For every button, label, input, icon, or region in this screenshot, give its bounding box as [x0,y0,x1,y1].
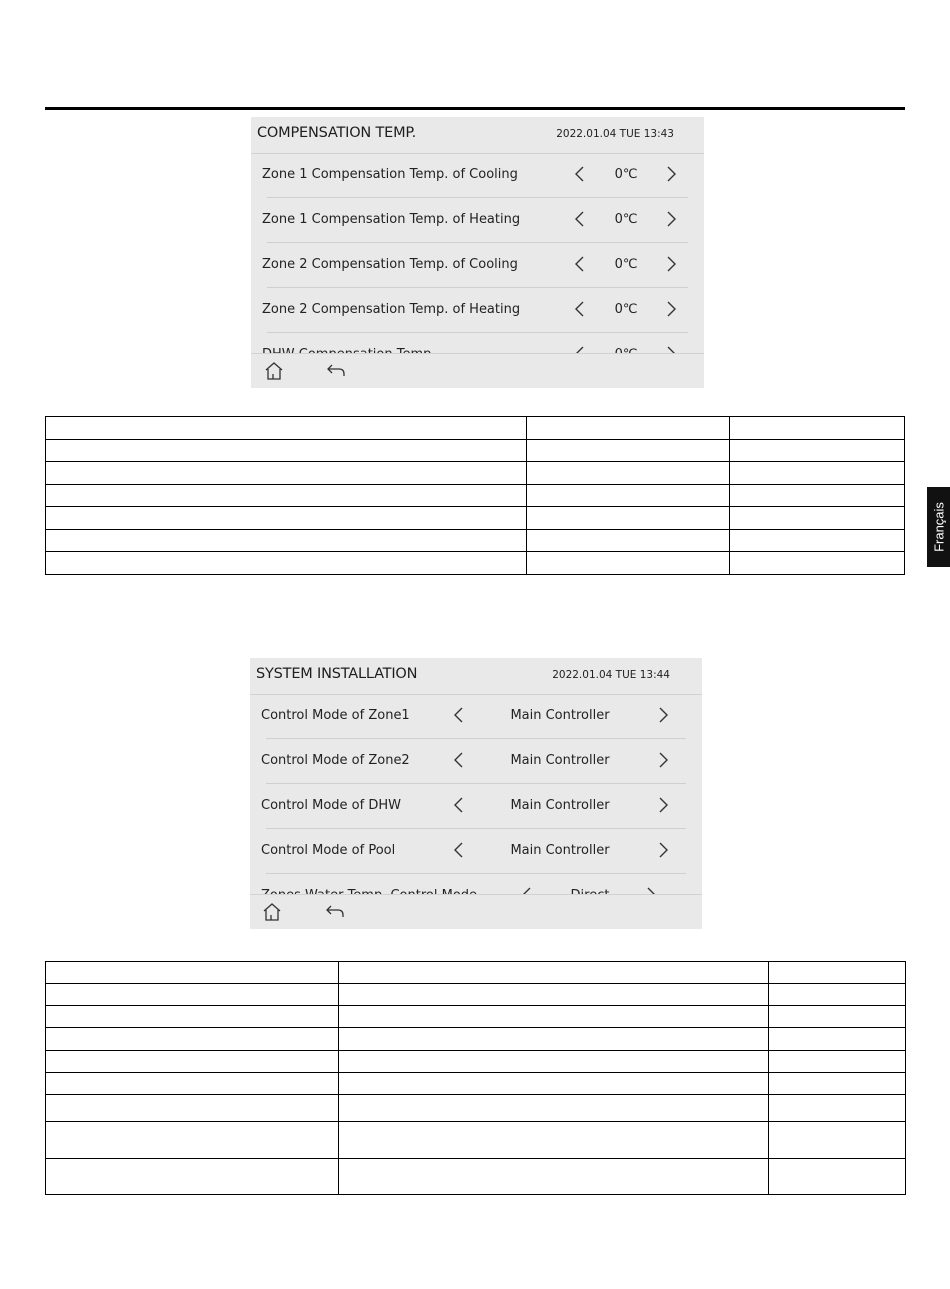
chevron-left-icon[interactable] [573,210,587,228]
home-icon[interactable] [263,361,285,381]
system-installation-screen [250,658,702,929]
setting-label: Control Mode of DHW [261,798,401,813]
screen-footer [251,353,704,388]
datetime: 2022.01.04 TUE 13:44 [552,669,670,681]
table-row [46,529,905,552]
chevron-right-icon[interactable] [656,796,670,814]
table-row [46,1095,906,1122]
chevron-left-icon[interactable] [573,165,587,183]
setting-value: 0℃ [614,167,638,182]
chevron-right-icon[interactable] [664,300,678,318]
setting-label: Zone 1 Compensation Temp. of Heating [262,212,521,227]
setting-value: Main Controller [510,708,610,723]
setting-label: Zone 1 Compensation Temp. of Cooling [262,167,518,182]
chevron-right-icon[interactable] [664,255,678,273]
home-icon[interactable] [261,902,283,922]
setting-row [250,739,702,784]
table-row [46,962,906,984]
top-rule [45,107,905,110]
setting-value: Main Controller [510,798,610,813]
table-row [46,1051,906,1073]
setting-label: Control Mode of Zone1 [261,708,410,723]
chevron-left-icon[interactable] [573,300,587,318]
back-arrow-icon[interactable] [325,361,347,381]
setting-label: Control Mode of Zone2 [261,753,410,768]
chevron-left-icon[interactable] [452,796,466,814]
screen-header [250,658,702,695]
setting-label: Zone 2 Compensation Temp. of Cooling [262,257,518,272]
screen-footer [250,894,702,929]
table-row [46,507,905,530]
chevron-left-icon[interactable] [573,255,587,273]
setting-row [250,829,702,874]
data-table-1 [45,416,905,575]
setting-row [251,243,704,288]
chevron-right-icon[interactable] [664,210,678,228]
table-row [46,1073,906,1095]
setting-value: 0℃ [614,212,638,227]
chevron-right-icon[interactable] [656,751,670,769]
setting-row [250,784,702,829]
settings-list [251,153,704,354]
setting-row [251,198,704,243]
data-table-2 [45,961,906,1195]
table-row [46,417,905,440]
chevron-right-icon[interactable] [656,706,670,724]
settings-list [250,694,702,895]
datetime: 2022.01.04 TUE 13:43 [556,128,674,140]
chevron-left-icon[interactable] [452,751,466,769]
language-tab [927,487,950,567]
setting-value: Main Controller [510,753,610,768]
chevron-right-icon[interactable] [664,165,678,183]
setting-label: Zone 2 Compensation Temp. of Heating [262,302,521,317]
language-label: Français [931,502,946,552]
table-row [46,984,906,1006]
table-row [46,552,905,575]
chevron-left-icon[interactable] [452,706,466,724]
setting-value: 0℃ [614,302,638,317]
screen-title: SYSTEM INSTALLATION [256,666,418,682]
chevron-left-icon[interactable] [452,841,466,859]
setting-row [251,153,704,198]
table-row [46,462,905,485]
table-row [46,1122,906,1159]
chevron-right-icon[interactable] [656,841,670,859]
setting-label: Control Mode of Pool [261,843,396,858]
compensation-temp-screen [251,117,704,388]
table-row [46,439,905,462]
setting-value: Main Controller [510,843,610,858]
back-arrow-icon[interactable] [324,902,346,922]
table-row [46,1159,906,1195]
setting-row [251,288,704,333]
setting-row [250,694,702,739]
table-row [46,1006,906,1028]
screen-header [251,117,704,154]
setting-value: 0℃ [614,257,638,272]
table-row [46,1028,906,1051]
table-row [46,484,905,507]
screen-title: COMPENSATION TEMP. [257,125,417,141]
